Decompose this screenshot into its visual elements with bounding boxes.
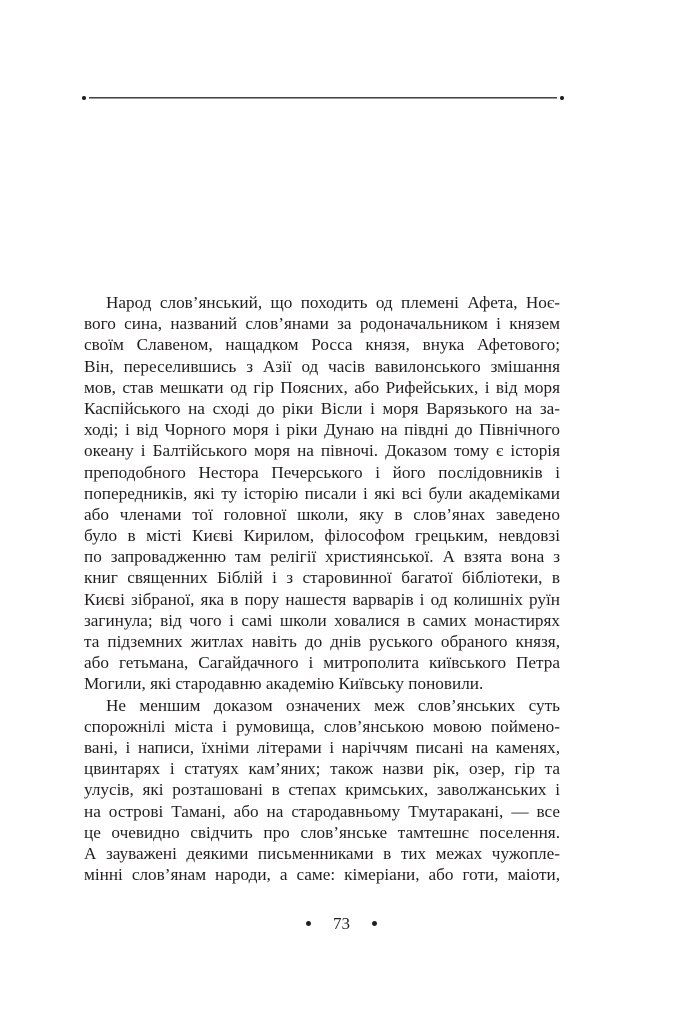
text-line: мінні слов’янам народи, а саме: кімеріани, або готи, маіоти, bbox=[84, 865, 560, 885]
text-line: улусів, які розташовані в степах кримських, заволжанських і bbox=[84, 780, 560, 800]
text-line: вого сина, названий слов’янами за родоначальником і князем bbox=[84, 314, 560, 334]
text-line: книг священних Біблій і з старовинної багатої бібліотеки, в bbox=[84, 568, 560, 588]
body-text bbox=[84, 292, 560, 885]
right-dot-ornament-icon bbox=[560, 96, 564, 100]
text-line: загинула; від чого і самі школи ховалися в самих монастирях bbox=[84, 610, 560, 630]
text-line: Не меншим доказом означених меж слов’янських суть bbox=[106, 695, 560, 715]
left-dot-ornament-icon bbox=[82, 96, 86, 100]
text-line: Могили, які стародавню академію Київську поновили. bbox=[84, 674, 484, 694]
text-line: океану і Балтійського моря на півночі. Доказом тому є історія bbox=[84, 441, 560, 461]
text-line: попередників, які ту історію писали і які всі були академіками bbox=[84, 483, 560, 503]
text-line: своїм Славеном, нащадком Росса князя, внука Афетового; bbox=[84, 335, 560, 355]
text-line: або гетьмана, Сагайдачного і митрополита київського Петра bbox=[84, 653, 560, 673]
text-line: по запровадженню там релігії християнської. А взята вона з bbox=[84, 547, 560, 567]
bullet-icon bbox=[372, 921, 377, 926]
text-line: цвинтарях і статуях кам’яних; також назви рік, озер, гір та bbox=[84, 759, 560, 779]
text-line: ході; і від Чорного моря і ріки Дунаю на півдні до Північного bbox=[84, 420, 560, 440]
text-line: преподобного Нестора Печерського і його послідовників і bbox=[84, 462, 560, 482]
text-line: на острові Тамані, або на стародавньому Тмутаракані, — все bbox=[84, 801, 560, 821]
text-line: було в місті Києві Кирилом, філософом грецьким, невдовзі bbox=[84, 526, 560, 546]
text-line: Народ слов’янський, що походить од племені Афета, Ноє- bbox=[106, 293, 560, 312]
text-line: та підземних житлах навіть до днів руського обраного князя, bbox=[84, 632, 560, 651]
text-line: Каспійського на сході до ріки Вісли і моря Варязького на за- bbox=[84, 398, 560, 418]
header-ornament-rule bbox=[82, 95, 564, 101]
text-line: Києві зібраної, яка в пору нашестя варварів і од колишніх руїн bbox=[84, 589, 560, 609]
page-number: 73 bbox=[333, 914, 350, 933]
text-line: це очевидно свідчить про слов’янське тамтешнє поселення. bbox=[84, 822, 560, 842]
text-line: вані, і написи, їхніми літерами і наріччям писані на каменях, bbox=[84, 737, 560, 757]
text-line: Він, переселившись з Азії од часів вавилонського змішання bbox=[84, 356, 560, 376]
horizontal-rule bbox=[89, 97, 557, 99]
paragraph-1 bbox=[84, 292, 560, 695]
bullet-icon bbox=[306, 921, 311, 926]
text-line: мов, став мешкати од гір Поясних, або Рифейських, і від моря bbox=[84, 377, 560, 397]
text-line: спорожнілі міста і румовища, слов’янською мовою пойменo- bbox=[84, 716, 560, 736]
text-line: або членами тої головної школи, яку в слов’янах заведено bbox=[84, 504, 560, 524]
paragraph-2 bbox=[84, 695, 560, 886]
text-line: А зауважені деякими письменниками в тих межах чужопле- bbox=[84, 843, 560, 863]
page-footer bbox=[0, 914, 683, 934]
